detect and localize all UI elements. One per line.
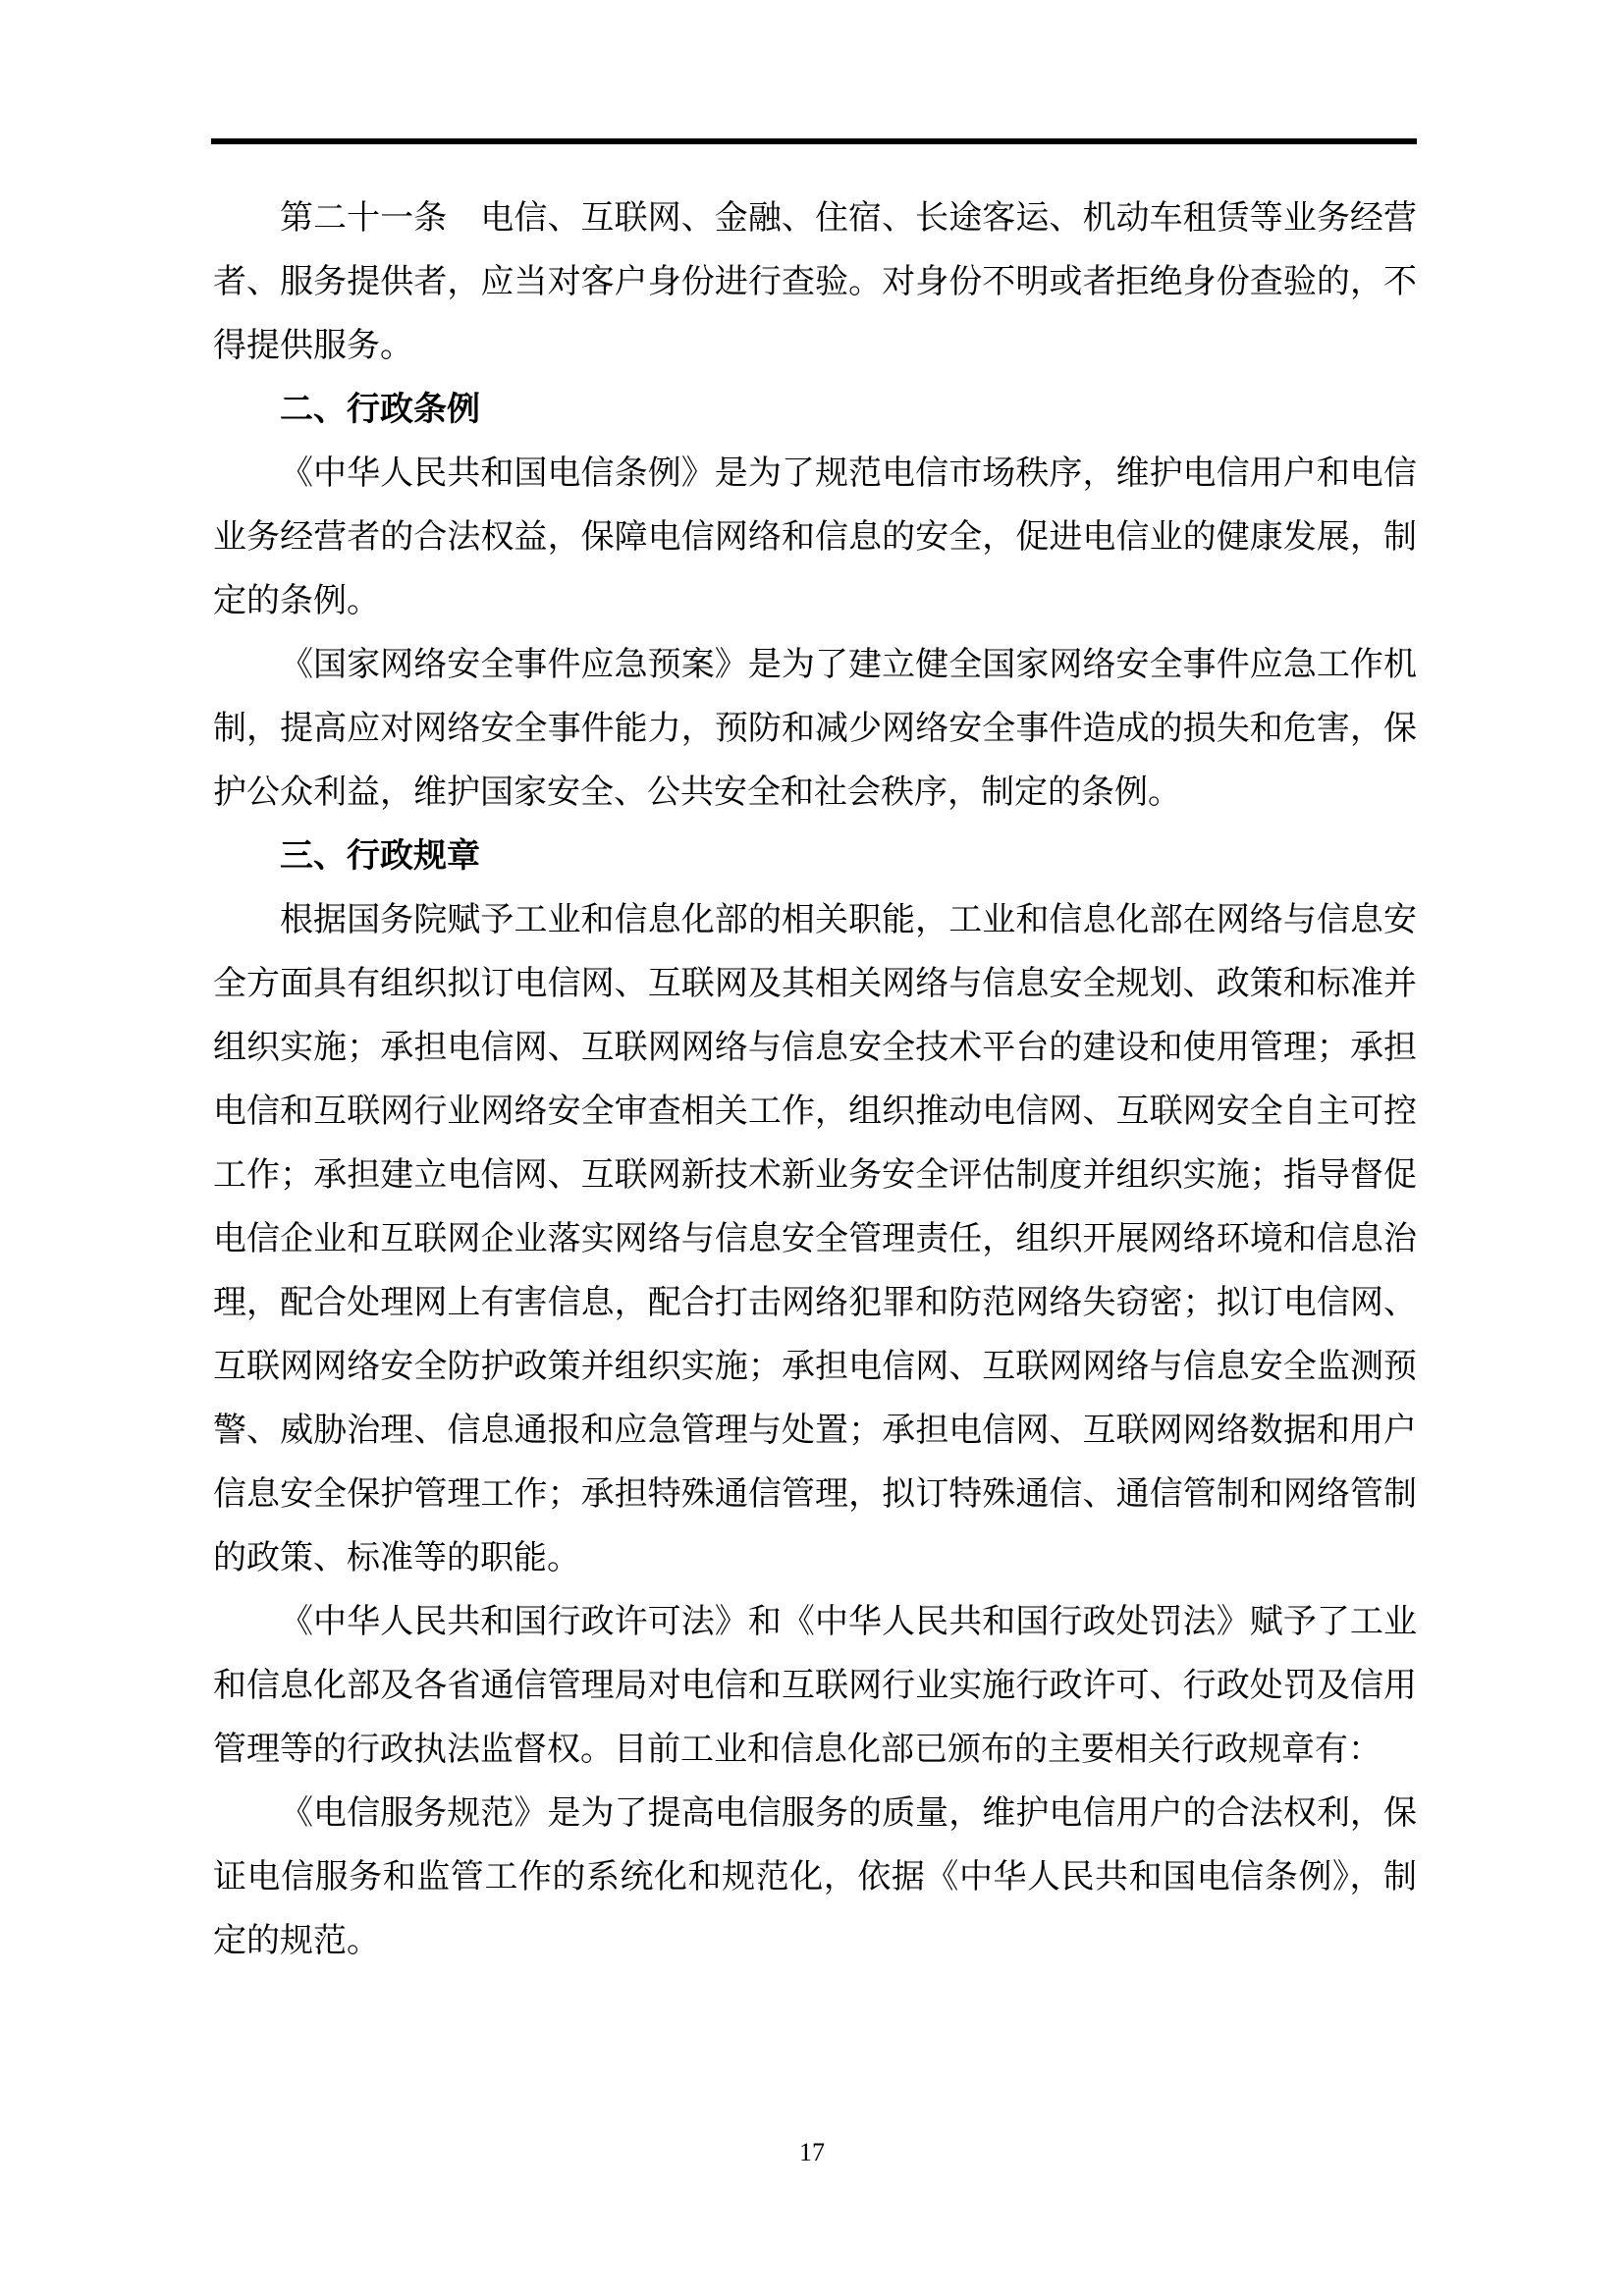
paragraph-telecom-regulations: 《中华人民共和国电信条例》是为了规范电信市场秩序，维护电信用户和电信业务经营者的合法权益，保障电信网络和信息的安全，促进电信业的健康发展，制定的条例。 <box>213 455 1417 619</box>
document-body <box>213 187 1417 1973</box>
paragraph-article-21: 第二十一条 电信、互联网、金融、住宿、长途客运、机动车租赁等业务经营者、服务提供者，应当对客户身份进行查验。对身份不明或者拒绝身份查验的，不得提供服务。 <box>213 200 1417 364</box>
paragraph-telecom-service-standard: 《电信服务规范》是为了提高电信服务的质量，维护电信用户的合法权利，保证电信服务和监管工作的系统化和规范化，依据《中华人民共和国电信条例》，制定的规范。 <box>213 1795 1417 1959</box>
page-number: 17 <box>799 2138 825 2166</box>
heading-administrative-rules: 三、行政规章 <box>280 837 480 875</box>
heading-administrative-regulations: 二、行政条例 <box>280 391 480 428</box>
paragraph-miit-duties: 根据国务院赋予工业和信息化部的相关职能，工业和信息化部在网络与信息安全方面具有组织拟订电信网、互联网及其相关网络与信息安全规划、政策和标准并组织实施；承担电信网、互联网网络与信息安全技术平台的建设和使用管理；承担电信和互联网行业网络安全审查相关工作，组织推动电信网、互联网安全自主可控工作；承担建立电信网、互联网新技术新业务安全评估制度并组织实施；指导督促电信企业和互联网企业落实网络与信息安全管理责任，组织开展网络环境和信息治理，配合处理网上有害信息，配合打击网络犯罪和防范网络失窃密；拟订电信网、互联网网络安全防护政策并组织实施；承担电信网、互联网网络与信息安全监测预警、威胁治理、信息通报和应急管理与处置；承担电信网、互联网网络数据和用户信息安全保护管理工作；承担特殊通信管理，拟订特殊通信、通信管制和网络管制的政策、标准等的职能。 <box>213 902 1417 1576</box>
header-rule <box>211 138 1417 144</box>
paragraph-licensing-law: 《中华人民共和国行政许可法》和《中华人民共和国行政处罚法》赋予了工业和信息化部及各省通信管理局对电信和互联网行业实施行政许可、行政处罚及信用管理等的行政执法监督权。目前工业和信息化部已颁布的主要相关行政规章有： <box>213 1604 1417 1768</box>
paragraph-emergency-plan: 《国家网络安全事件应急预案》是为了建立健全国家网络安全事件应急工作机制，提高应对网络安全事件能力，预防和减少网络安全事件造成的损失和危害，保护公众利益，维护国家安全、公共安全和社会秩序，制定的条例。 <box>213 647 1417 811</box>
